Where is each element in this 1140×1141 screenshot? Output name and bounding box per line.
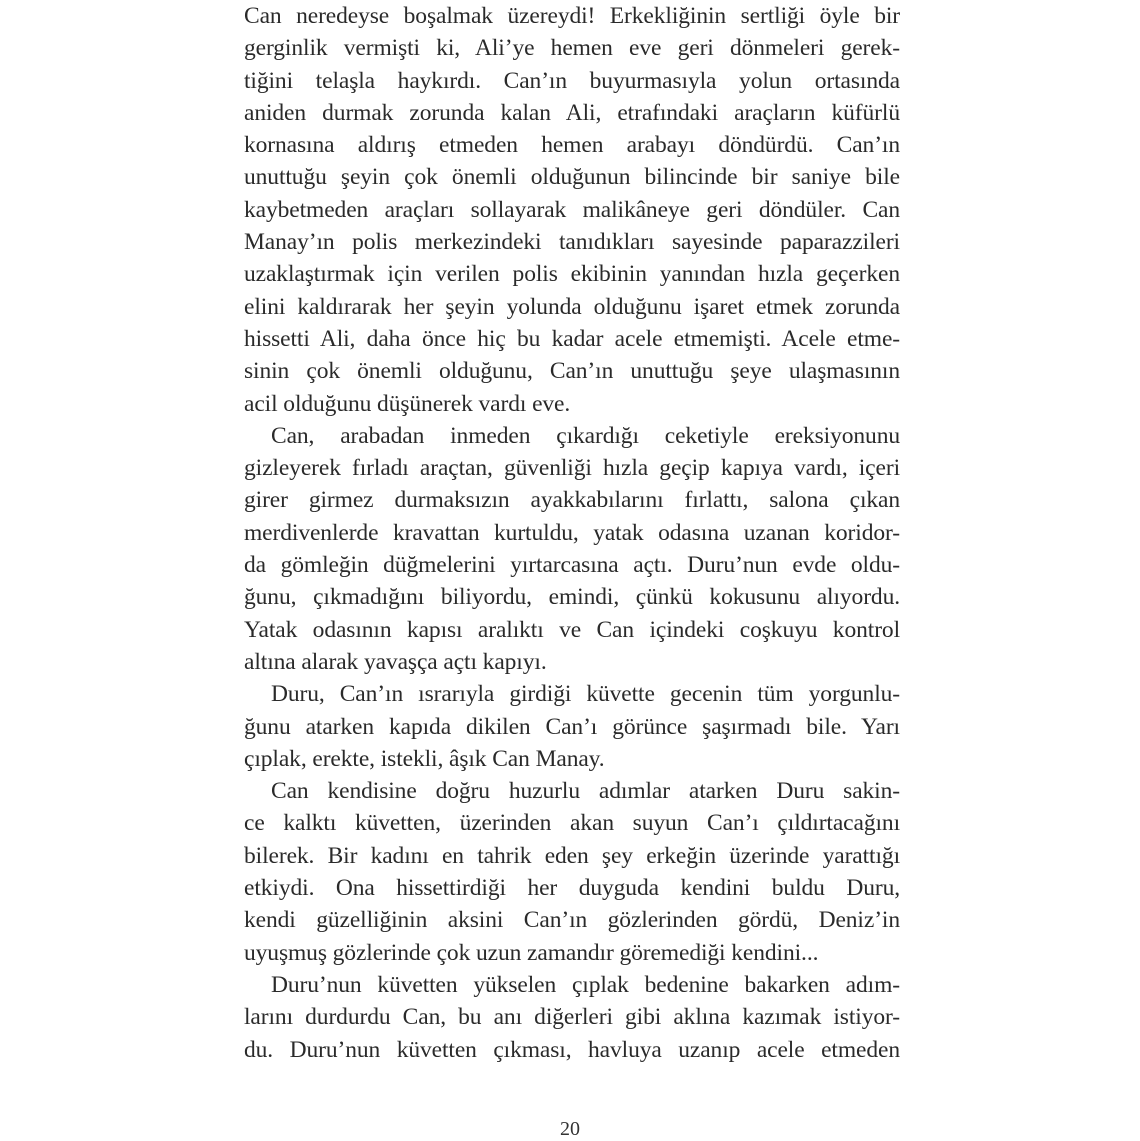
text-line: uzaklaştırmak için verilen polis ekibinin yanından hızla geçerken bbox=[244, 261, 900, 288]
text-line: gizleyerek fırladı araçtan, güvenliği hızla geçip kapıya vardı, içeri bbox=[244, 455, 900, 482]
text-line: uyuşmuş gözlerinde çok uzun zamandır göremediği kendini... bbox=[244, 939, 819, 966]
text-line: tiğini telaşla haykırdı. Can’ın buyurmasıyla yolun ortasında bbox=[244, 67, 900, 94]
text-line: çıplak, erekte, istekli, âşık Can Manay. bbox=[244, 745, 605, 772]
text-line: larını durdurdu Can, bu anı diğerleri gibi aklına kazımak istiyor- bbox=[244, 1004, 900, 1031]
text-line: da gömleğin düğmelerini yırtarcasına açtı. Duru’nun evde oldu- bbox=[244, 552, 900, 579]
paragraph-2 bbox=[244, 420, 900, 678]
text-line: bilerek. Bir kadını en tahrik eden şey erkeğin üzerinde yarattığı bbox=[244, 842, 900, 869]
text-line: elini kaldırarak her şeyin yolunda olduğunu işaret etmek zorunda bbox=[244, 293, 900, 320]
text-line: kornasına aldırış etmeden hemen arabayı döndürdü. Can’ın bbox=[244, 132, 900, 159]
body-text bbox=[244, 0, 900, 1066]
text-line: Can kendisine doğru huzurlu adımlar atarken Duru sakin- bbox=[271, 778, 900, 805]
text-line: kaybetmeden araçları sollayarak malikâneye geri döndüler. Can bbox=[244, 196, 900, 223]
text-line: gerginlik vermişti ki, Ali’ye hemen eve geri dönmeleri gerek- bbox=[244, 35, 900, 62]
text-line: Can, arabadan inmeden çıkardığı ceketiyle ereksiyonunu bbox=[271, 422, 900, 449]
text-line: Manay’ın polis merkezindeki tanıdıkları sayesinde paparazzileri bbox=[244, 229, 900, 256]
text-line: aniden durmak zorunda kalan Ali, etrafındaki araçların küfürlü bbox=[244, 99, 900, 126]
text-line: kendi güzelliğinin aksini Can’ın gözlerinden gördü, Deniz’in bbox=[244, 907, 900, 934]
paragraph-4 bbox=[244, 775, 900, 969]
text-line: acil olduğunu düşünerek vardı eve. bbox=[244, 390, 571, 417]
text-line: unuttuğu şeyin çok önemli olduğunun bilincinde bir saniye bile bbox=[244, 164, 900, 191]
text-line: girer girmez durmaksızın ayakkabılarını fırlattı, salona çıkan bbox=[244, 487, 900, 514]
text-line: du. Duru’nun küvetten çıkması, havluya uzanıp acele etmeden bbox=[244, 1036, 900, 1063]
text-line: Can neredeyse boşalmak üzereydi! Erkekliğinin sertliği öyle bir bbox=[244, 3, 900, 29]
text-line: hissetti Ali, daha önce hiç bu kadar acele etmemişti. Acele etme- bbox=[244, 325, 900, 352]
text-line: sinin çok önemli olduğunu, Can’ın unuttuğu şeye ulaşmasının bbox=[244, 358, 900, 385]
text-line: ğunu atarken kapıda dikilen Can’ı görünce şaşırmadı bile. Yarı bbox=[244, 713, 900, 740]
text-line: etkiydi. Ona hissettirdiği her duyguda kendini buldu Duru, bbox=[244, 875, 900, 902]
paragraph-5 bbox=[244, 969, 900, 1066]
paragraph-1 bbox=[244, 0, 900, 420]
text-line: Duru, Can’ın ısrarıyla girdiği küvette gecenin tüm yorgunlu- bbox=[271, 681, 900, 708]
text-line: ce kalktı küvetten, üzerinden akan suyun Can’ı çıldırtacağını bbox=[244, 810, 900, 837]
text-line: Yatak odasının kapısı aralıktı ve Can içindeki coşkuyu kontrol bbox=[244, 616, 900, 643]
text-line: Duru’nun küvetten yükselen çıplak bedenine bakarken adım- bbox=[271, 971, 900, 998]
text-line: altına alarak yavaşça açtı kapıyı. bbox=[244, 648, 547, 675]
paragraph-3 bbox=[244, 678, 900, 775]
text-line: ğunu, çıkmadığını biliyordu, emindi, çünkü kokusunu alıyordu. bbox=[244, 584, 900, 611]
text-line: merdivenlerde kravattan kurtuldu, yatak odasına uzanan koridor- bbox=[244, 519, 900, 546]
page-number: 20 bbox=[560, 1118, 580, 1140]
